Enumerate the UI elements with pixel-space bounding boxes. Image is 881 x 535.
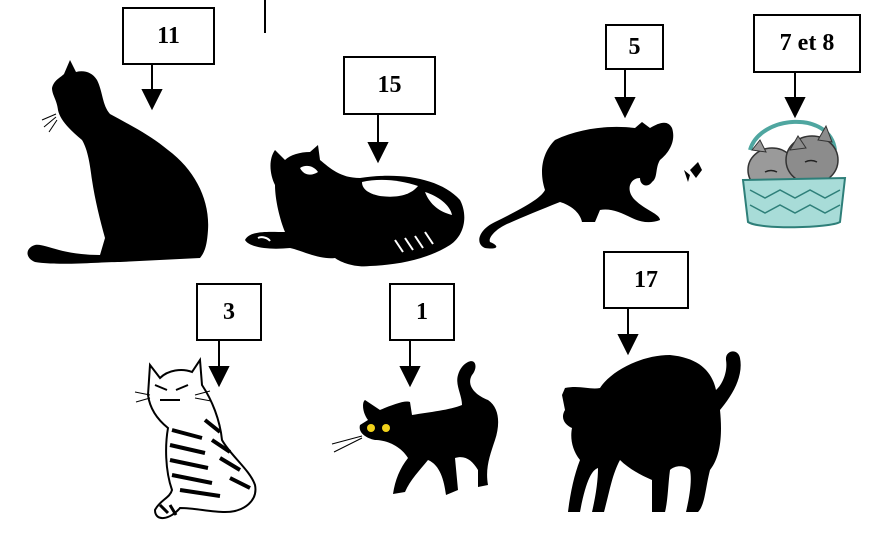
label-box-17: 17 bbox=[603, 251, 689, 309]
label-box-15: 15 bbox=[343, 56, 436, 115]
cat-sitting-side bbox=[28, 60, 209, 264]
arrow-15 bbox=[369, 115, 387, 161]
butterfly bbox=[684, 162, 702, 182]
cat-lying-patched bbox=[245, 145, 464, 266]
label-box-7-et-8: 7 et 8 bbox=[753, 14, 861, 73]
arrow-3 bbox=[210, 341, 228, 385]
cat-arched-back bbox=[562, 351, 741, 512]
arrow-11 bbox=[143, 65, 161, 108]
arrow-17 bbox=[619, 309, 637, 353]
arrow-1 bbox=[401, 341, 419, 385]
kittens-in-basket bbox=[743, 122, 845, 227]
label-box-1: 1 bbox=[389, 283, 455, 341]
arrow-5 bbox=[616, 70, 634, 116]
arrow-7-et-8 bbox=[786, 73, 804, 116]
label-box-5: 5 bbox=[605, 24, 664, 70]
label-box-11: 11 bbox=[122, 7, 215, 65]
cat-walking-yellow-eyes bbox=[332, 361, 498, 495]
cat-playing-butterfly bbox=[479, 122, 702, 249]
label-box-3: 3 bbox=[196, 283, 262, 341]
cat-tabby-sitting bbox=[135, 360, 255, 518]
